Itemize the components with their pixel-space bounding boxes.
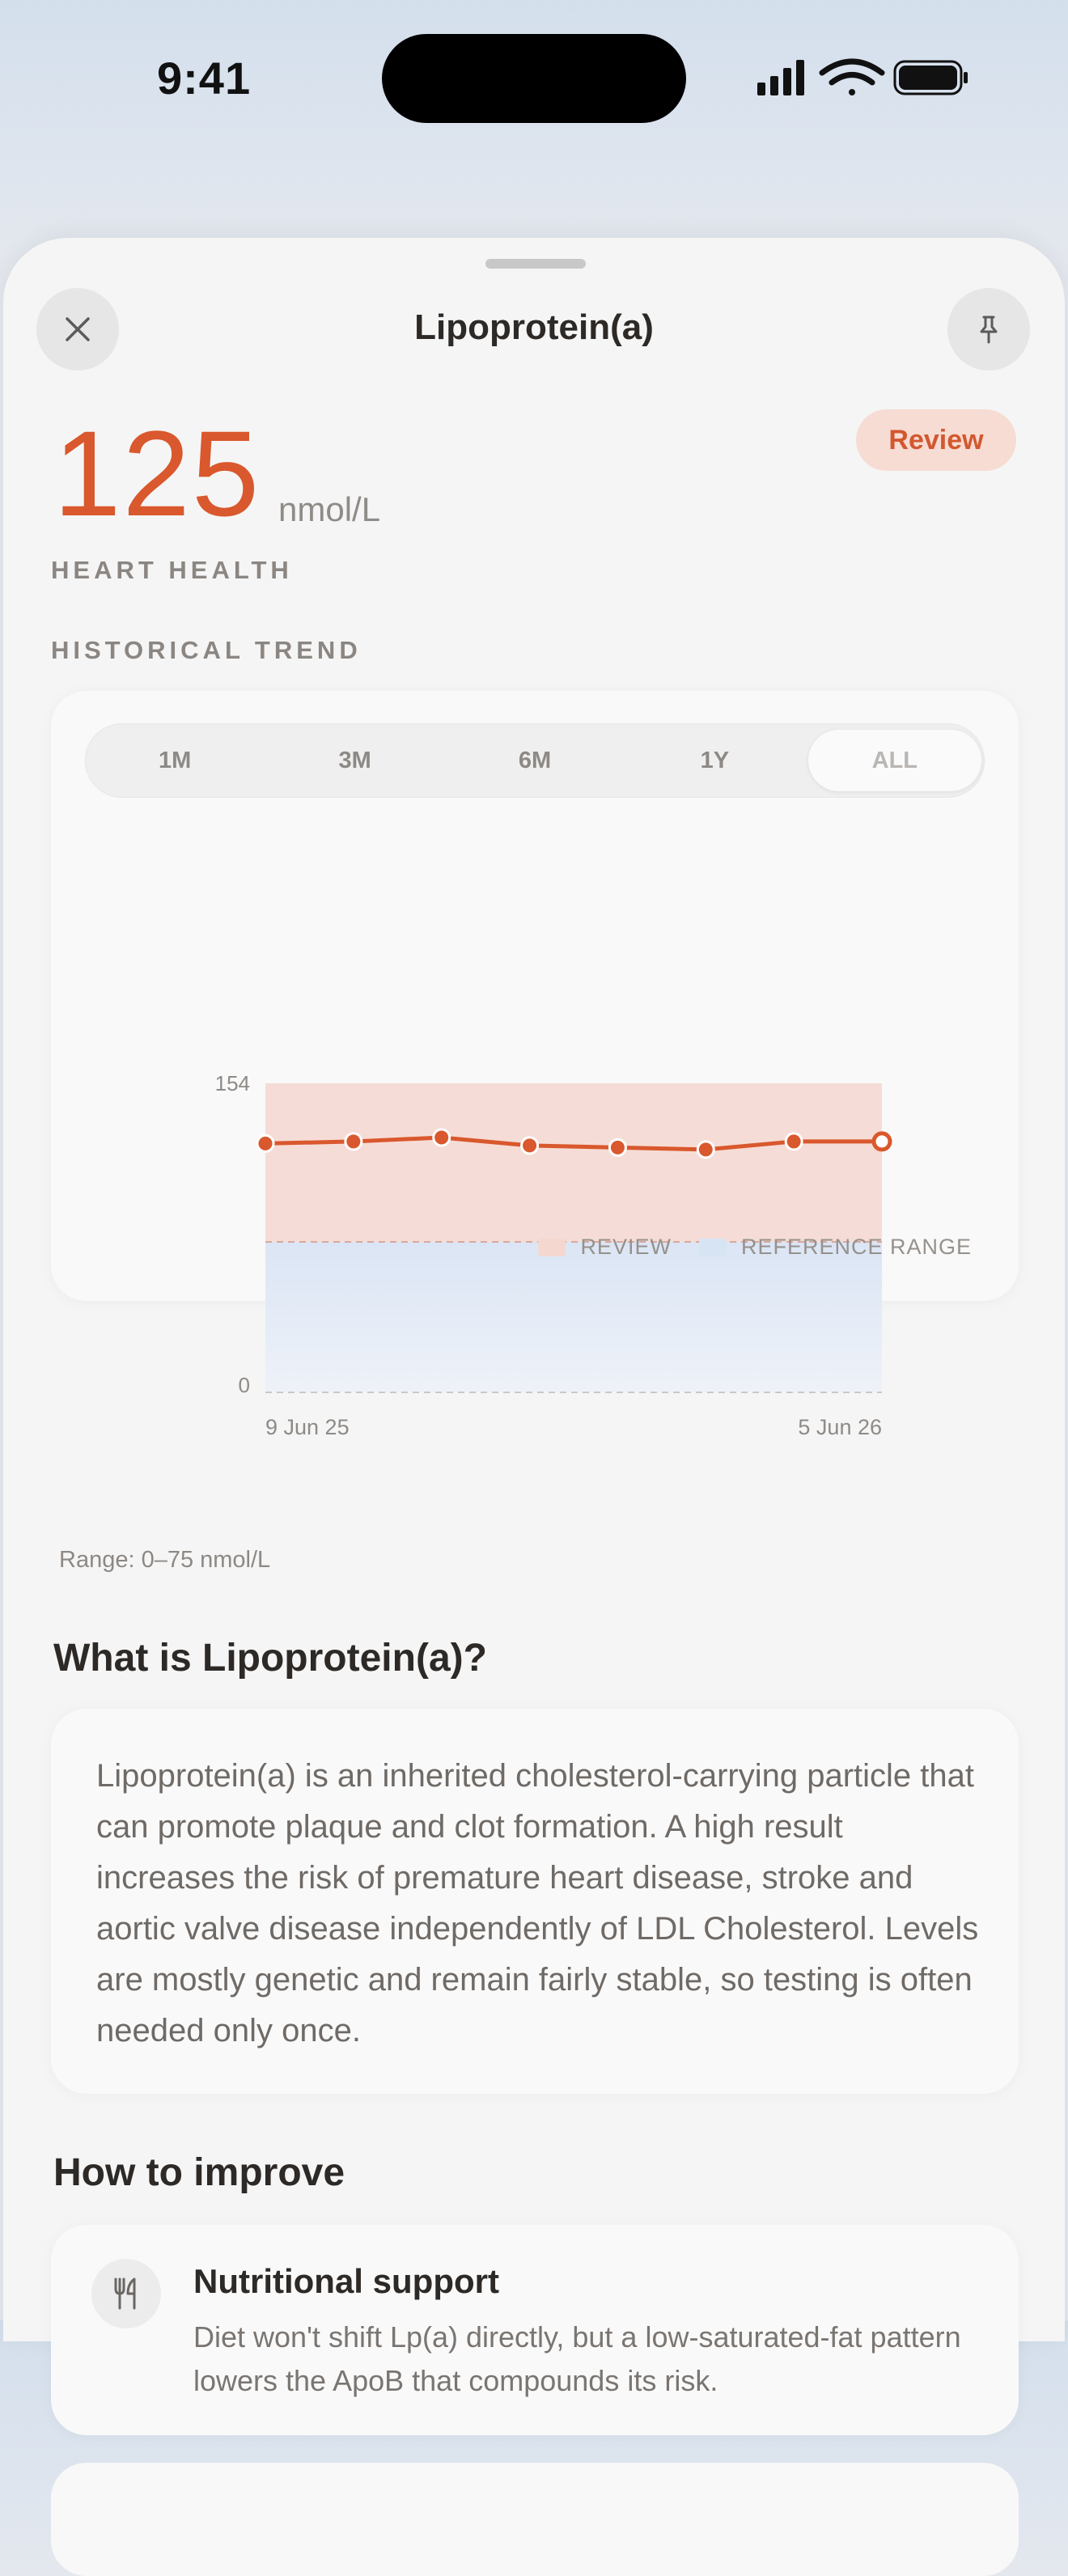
tip-body: Diet won't shift Lp(a) directly, but a low-saturated-fat pattern lowers the ApoB that compounds its risk. bbox=[193, 2320, 961, 2397]
status-bar bbox=[0, 0, 1068, 162]
legend-swatch bbox=[538, 1239, 566, 1256]
sheet-grabber[interactable] bbox=[485, 259, 586, 269]
trend-chart-card bbox=[51, 691, 1019, 1439]
y-tick-label: 154 bbox=[214, 1071, 250, 1095]
range-tab-1m[interactable]: 1M bbox=[159, 748, 192, 773]
data-point[interactable] bbox=[257, 1135, 273, 1151]
legend-item-reference bbox=[699, 1235, 972, 1260]
result-value: 125 bbox=[53, 405, 261, 541]
status-time: 9:41 bbox=[157, 53, 252, 104]
legend-item-review bbox=[538, 1235, 672, 1260]
trend-chart bbox=[51, 691, 1019, 1439]
page-title: Lipoprotein(a) bbox=[414, 307, 654, 347]
reference-range-note: Range: 0–75 nmol/L bbox=[59, 1547, 271, 1573]
legend-label: REVIEW bbox=[580, 1235, 672, 1259]
about-text: Lipoprotein(a) is an inherited cholesterol-carrying particle that can promote plaque and clot formation. A high result increases the risk of premature heart disease, stroke and aortic valve disease independently of LDL Cholesterol. Levels are mostly genetic and remain fairly stable, so testing is often needed only once. bbox=[96, 1758, 979, 2049]
range-tab-6m[interactable]: 6M bbox=[518, 748, 552, 773]
pin-icon bbox=[977, 315, 1001, 344]
range-tab-1y[interactable]: 1Y bbox=[700, 748, 730, 773]
reference-band bbox=[265, 1242, 882, 1392]
result-unit: nmol/L bbox=[278, 490, 381, 528]
trend-section-label: HISTORICAL TREND bbox=[51, 636, 362, 664]
x-tick-label: 5 Jun 26 bbox=[798, 1415, 882, 1439]
data-point[interactable] bbox=[609, 1139, 625, 1155]
wifi-icon bbox=[822, 61, 882, 95]
data-point[interactable] bbox=[522, 1138, 538, 1154]
pin-button[interactable] bbox=[947, 288, 1030, 371]
data-point[interactable] bbox=[345, 1133, 362, 1150]
data-point[interactable] bbox=[697, 1142, 714, 1158]
range-tab-all[interactable]: ALL bbox=[808, 730, 981, 791]
category-label: HEART HEALTH bbox=[51, 556, 293, 584]
improve-heading: How to improve bbox=[53, 2151, 345, 2194]
review-band bbox=[265, 1083, 882, 1242]
status-icons bbox=[756, 57, 969, 99]
data-point[interactable] bbox=[786, 1133, 802, 1150]
tip-title: Nutritional support bbox=[193, 2262, 499, 2300]
x-tick-label: 9 Jun 25 bbox=[265, 1415, 350, 1439]
chart-legend bbox=[511, 1235, 972, 1260]
y-tick-label: 0 bbox=[238, 1373, 250, 1397]
status-badge: Review bbox=[856, 409, 1016, 471]
range-tab-3m[interactable]: 3M bbox=[338, 748, 371, 773]
battery-icon bbox=[895, 61, 968, 94]
detail-sheet bbox=[3, 238, 1065, 2397]
next-tip-card[interactable] bbox=[51, 2463, 1019, 2576]
dynamic-island bbox=[382, 34, 686, 123]
signal-icon bbox=[757, 60, 804, 95]
about-card bbox=[51, 1709, 1019, 2094]
data-point-latest[interactable] bbox=[874, 1133, 890, 1150]
about-heading: What is Lipoprotein(a)? bbox=[53, 1637, 487, 1680]
legend-swatch bbox=[699, 1239, 727, 1256]
legend-label: REFERENCE RANGE bbox=[740, 1235, 972, 1259]
utensils-icon bbox=[91, 2259, 161, 2328]
tip-card-nutrition[interactable] bbox=[51, 2225, 1019, 2435]
data-point[interactable] bbox=[434, 1129, 450, 1146]
